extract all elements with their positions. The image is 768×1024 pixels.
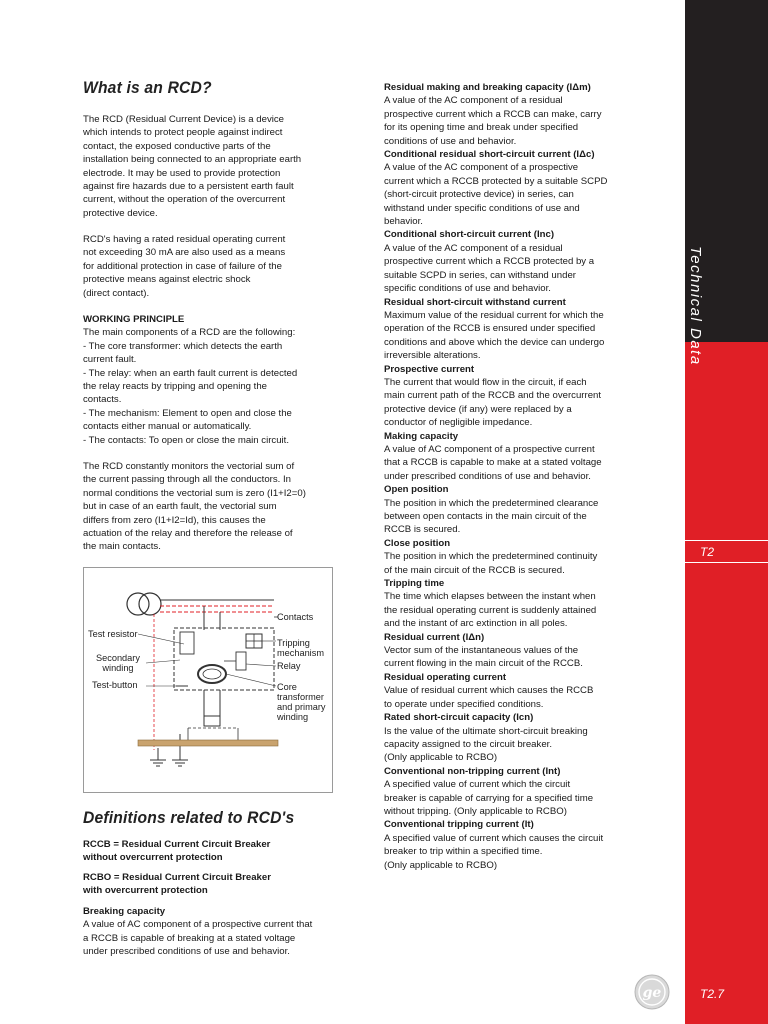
definition-term: Conventional tripping current (It) — [384, 819, 534, 831]
definition-line: for its opening time and break under specified — [384, 122, 579, 134]
text-line: without overcurrent protection — [83, 852, 223, 864]
text-line: current fault. — [83, 354, 137, 366]
definition-term: Conditional residual short-circuit current (IΔc) — [384, 149, 595, 161]
label-tripping-mechanism — [277, 638, 324, 658]
text-line: winding — [277, 712, 309, 722]
text-line: winding — [102, 663, 134, 673]
text-line: not exceeding 30 mA are also used as a means — [83, 247, 286, 259]
text-line: the current passing through all the conductors. In — [83, 474, 291, 486]
text-line: for additional protection in case of failure of the — [83, 260, 282, 272]
text-line: with overcurrent protection — [83, 885, 208, 897]
definition-line: (Only applicable to RCBO) — [384, 752, 498, 764]
definition-term: Residual short-circuit withstand current — [384, 296, 566, 308]
text-line: - The relay: when an earth fault current is detected — [83, 367, 298, 379]
definition-line: The position in which the predetermined continuity — [384, 551, 598, 563]
text-line: - The mechanism: Element to open and close the — [83, 407, 292, 419]
definition-line: Vector sum of the instantaneous values of the — [384, 645, 579, 657]
definition-term: Open position — [384, 484, 449, 496]
text-line: The RCD (Residual Current Device) is a device — [83, 114, 285, 125]
text-line: (direct contact). — [83, 287, 150, 299]
text-line: RCD's having a rated residual operating current — [83, 234, 286, 245]
text-line: contact, the exposed conductive parts of the — [83, 140, 271, 152]
text-line: - The contacts: To open or close the main circuit. — [83, 434, 290, 446]
definition-line: to operate under specified conditions. — [384, 698, 544, 710]
text-line: under prescribed conditions of use and behavior. — [83, 946, 290, 958]
rcd-schematic-diagram — [83, 567, 333, 793]
definition-line: RCCB is secured. — [384, 524, 461, 536]
definition-term: Residual operating current — [384, 671, 507, 683]
definition-line: protective device (if any) were replaced by a — [384, 403, 572, 415]
definition-term: Close position — [384, 537, 451, 549]
rcbo-definition — [83, 871, 345, 898]
label-secondary-winding — [96, 653, 140, 673]
definition-line: current which a RCCB protected by a suitable SCPD — [384, 175, 608, 187]
label-test-resistor: Test resistor — [88, 629, 138, 639]
definition-term: Rated short-circuit capacity (Icn) — [384, 712, 534, 724]
text-line: RCCB = Residual Current Circuit Breaker — [83, 839, 271, 850]
definition-line: (Only applicable to RCBO) — [384, 859, 498, 871]
definition-line: conditions and above which the device can undergo — [384, 336, 605, 348]
definition-line: A value of the AC component of a residual — [384, 242, 563, 254]
breaking-capacity-definition — [83, 905, 345, 959]
text-line: mechanism — [277, 648, 324, 658]
definition-line: suitable SCPD in series, can withstand under — [384, 269, 576, 281]
definition-line: prospective current which a RCCB protected by a — [384, 256, 595, 268]
tab-divider-top — [685, 540, 768, 541]
definition-line: Maximum value of the residual current for which the — [384, 309, 604, 321]
definition-term: Making capacity — [384, 430, 459, 442]
page-number: T2.7 — [700, 987, 725, 1001]
definition-line: Value of residual current which causes the RCCB — [384, 685, 594, 697]
definition-line: (short-circuit protective device) in series, can — [384, 189, 574, 201]
ge-logo-icon — [634, 974, 670, 1010]
definition-line: A value of the AC component of a prospective — [384, 162, 579, 174]
definitions-list — [384, 81, 660, 872]
text-line: A value of AC component of a prospective current that — [83, 919, 313, 931]
definition-term: Tripping time — [384, 578, 445, 590]
definition-line: Is the value of the ultimate short-circuit breaking — [384, 725, 588, 737]
definition-line: of the main circuit of the RCCB is secured. — [384, 564, 565, 576]
intro-paragraph — [83, 113, 343, 220]
text-line: current, without the operation of the overcurrent — [83, 194, 286, 206]
definition-line: and the instant of arc extinction in all poles. — [384, 618, 568, 630]
definitions-title: Definitions related to RCD's — [83, 808, 295, 827]
definition-line: conditions of use and behavior. — [384, 135, 517, 147]
label-relay: Relay — [277, 661, 301, 671]
what-is-rcd-title: What is an RCD? — [83, 78, 212, 97]
definition-line: A value of the AC component of a residual — [384, 95, 563, 107]
definition-line: The current that would flow in the circuit, if each — [384, 376, 587, 388]
tab-divider-bottom — [685, 562, 768, 563]
definition-line: operation of the RCCB is ensured under specified — [384, 323, 596, 335]
text-line: RCBO = Residual Current Circuit Breaker — [83, 872, 271, 883]
definition-line: A specified value of current which the circuit — [384, 779, 571, 791]
definition-line: irreversible alterations. — [384, 350, 481, 362]
text-line: The main components of a RCD are the following: — [83, 327, 296, 339]
definition-term: Breaking capacity — [83, 906, 166, 917]
definition-term: Residual making and breaking capacity (IΔm) — [384, 82, 591, 93]
text-line: against fire hazards due to a persistent earth fault — [83, 181, 294, 193]
text-line: but in case of an earth fault, the vectorial sum — [83, 501, 277, 513]
definition-line: that a RCCB is capable to make at a stated voltage — [384, 457, 602, 469]
monitoring-paragraph — [83, 460, 345, 554]
text-line: differs from zero (I1+I2=Id), this causes the — [83, 514, 266, 526]
definition-line: conductor of negligible impedance. — [384, 417, 533, 429]
text-line: protective means against electric shock — [83, 274, 251, 286]
text-line: - The core transformer: which detects the earth — [83, 340, 283, 352]
label-core-transformer — [277, 682, 326, 722]
definition-term: Conventional non-tripping current (Int) — [384, 765, 561, 777]
section-tab-label: T2 — [700, 545, 715, 559]
text-line: normal conditions the vectorial sum is zero (I1+I2=0) — [83, 487, 306, 499]
definition-line: withstand under specific conditions of use and — [384, 202, 580, 214]
definition-line: A specified value of current which causes the circuit — [384, 832, 604, 844]
text-line: a RCCB is capable of breaking at a stated voltage — [83, 932, 296, 944]
definition-line: breaker to trip within a specified time. — [384, 846, 543, 858]
definition-line: between open contacts in the main circuit of the — [384, 511, 587, 522]
sidebar-red-band — [685, 342, 768, 1024]
definition-term: Prospective current — [384, 363, 475, 375]
text-line: The RCD constantly monitors the vectorial sum of — [83, 461, 295, 472]
text-line: contacts either manual or automatically. — [83, 421, 252, 433]
section-title-vertical: Technical Data — [687, 246, 704, 366]
text-line: Core — [277, 682, 297, 692]
text-line: which intends to protect people against indirect — [83, 127, 283, 139]
definition-line: capacity assigned to the circuit breaker. — [384, 738, 552, 750]
section-sidebar — [685, 0, 768, 1024]
text-line: and primary — [277, 702, 326, 712]
text-line: electrode. It may be used to provide protection — [83, 167, 281, 179]
definition-line: A value of AC component of a prospective current — [384, 443, 595, 455]
label-contacts: Contacts — [277, 612, 314, 622]
rccb-definition — [83, 838, 345, 865]
text-line: actuation of the relay and therefore the release of — [83, 528, 293, 540]
text-line: protective device. — [83, 207, 158, 219]
text-line: Secondary — [96, 653, 140, 663]
rated-current-paragraph — [83, 233, 343, 300]
text-line: the main contacts. — [83, 541, 161, 553]
text-line: installation being connected to an appropriate earth — [83, 154, 302, 166]
definition-line: specific conditions of use and behavior. — [384, 283, 551, 295]
text-line: the relay reacts by tripping and opening the — [83, 381, 268, 393]
text-line: contacts. — [83, 394, 122, 406]
definition-line: under prescribed conditions of use and behavior. — [384, 470, 591, 482]
definition-line: the residual operating current is suddenly attained — [384, 604, 597, 616]
definition-line: main current path of the RCCB and the overcurrent — [384, 390, 602, 402]
text-line: transformer — [277, 692, 324, 702]
definition-term: Conditional short-circuit current (Inc) — [384, 229, 555, 241]
text-line: Tripping — [277, 638, 310, 648]
definition-line: current flowing in the main circuit of the RCCB. — [384, 658, 583, 670]
svg-text:ge: ge — [642, 985, 662, 1001]
definition-line: without tripping. (Only applicable to RCBO) — [384, 805, 567, 817]
label-test-button: Test-button — [92, 680, 138, 690]
definition-term: Residual current (IΔn) — [384, 631, 485, 643]
definition-line: prospective current which a RCCB can make, carry — [384, 108, 602, 120]
definition-line: The position in which the predetermined clearance — [384, 497, 599, 509]
definition-line: breaker is capable of carrying for a specified time — [384, 792, 594, 804]
working-principle-section — [83, 313, 343, 447]
definition-line: behavior. — [384, 216, 423, 228]
working-principle-heading: WORKING PRINCIPLE — [83, 314, 185, 325]
definition-line: The time which elapses between the instant when — [384, 591, 596, 603]
